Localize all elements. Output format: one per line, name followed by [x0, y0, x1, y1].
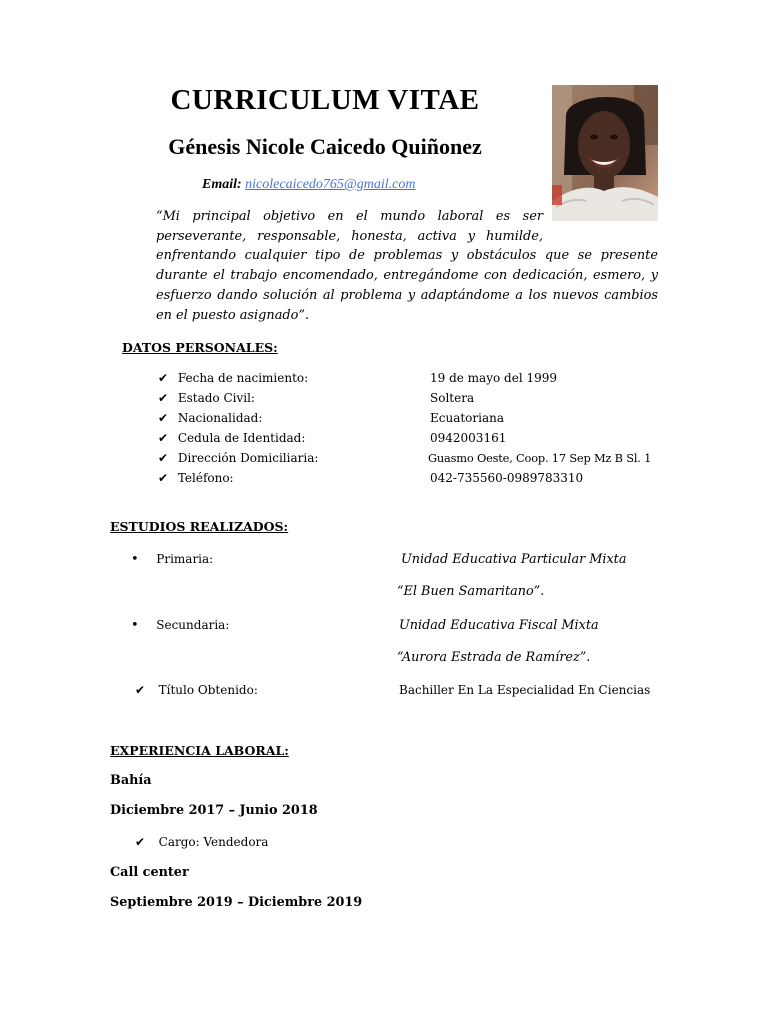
- email-line: [202, 177, 416, 193]
- personal-item-label: Fecha de nacimiento:: [177, 371, 309, 385]
- page-title: CURRICULUM VITAE: [170, 84, 480, 116]
- personal-item-label: Estado Civil:: [177, 391, 255, 405]
- check-icon: ✔: [158, 451, 169, 465]
- personal-item-value: Guasmo Oeste, Coop. 17 Sep Mz B Sl. 1: [428, 451, 652, 465]
- personal-item: [158, 391, 255, 405]
- check-icon: ✔: [158, 391, 169, 405]
- profile-photo-image: [552, 85, 658, 221]
- job-company: Call center: [110, 865, 189, 880]
- profile-photo: [552, 85, 658, 221]
- study-item-primary: [131, 552, 213, 567]
- section-heading-experience: EXPERIENCIA LABORAL:: [110, 743, 289, 758]
- personal-item-value: Soltera: [430, 391, 475, 405]
- personal-item-value: 19 de mayo del 1999: [430, 371, 558, 385]
- job-role: [135, 835, 268, 849]
- personal-item-label: Teléfono:: [177, 471, 234, 485]
- personal-item-label: Cedula de Identidad:: [177, 431, 306, 445]
- check-icon: ✔: [135, 835, 146, 849]
- degree-label: Título Obtenido:: [158, 683, 258, 697]
- personal-item-label: Nacionalidad:: [177, 411, 263, 425]
- bullet-icon: •: [131, 552, 139, 567]
- job-role-label: Cargo: Vendedora: [158, 835, 269, 849]
- objective-paragraph: “Mi principal objetivo en el mundo laboral es ser perseverante, responsable, honesta, activa y humilde, enfrentando cualquier tipo de problemas y obstáculos que se presente durante el trabajo encomendado, entregándome con dedicación, esmero, y esfuerzo dando solución al problema y adaptándome a los nuevos cambios en el puesto asignado”.: [156, 209, 658, 323]
- study-degree: [135, 683, 258, 697]
- degree-value: Bachiller En La Especialidad En Ciencias: [399, 683, 651, 697]
- personal-item: [158, 451, 318, 465]
- check-icon: ✔: [135, 683, 146, 697]
- personal-item: [158, 431, 305, 445]
- study-school-line1: Unidad Educativa Particular Mixta: [401, 552, 627, 567]
- candidate-name: Génesis Nicole Caicedo Quiñonez: [168, 134, 482, 159]
- personal-item-value: Ecuatoriana: [430, 411, 505, 425]
- section-heading-studies: ESTUDIOS REALIZADOS:: [110, 519, 289, 534]
- personal-item-value: 0942003161: [430, 431, 507, 445]
- bullet-icon: •: [131, 618, 139, 633]
- check-icon: ✔: [158, 411, 169, 425]
- check-icon: ✔: [158, 371, 169, 385]
- check-icon: ✔: [158, 471, 169, 485]
- job-company: Bahía: [110, 773, 152, 788]
- job-dates: Diciembre 2017 – Junio 2018: [110, 803, 318, 818]
- study-item-secondary: [131, 618, 229, 633]
- email-link[interactable]: nicolecaicedo765@gmail.com: [245, 177, 416, 192]
- personal-item: [158, 471, 234, 485]
- study-school-line1: Unidad Educativa Fiscal Mixta: [399, 618, 599, 633]
- email-label: Email:: [202, 177, 242, 192]
- study-school-line2: “Aurora Estrada de Ramírez”.: [397, 650, 591, 665]
- section-heading-personal: DATOS PERSONALES:: [122, 340, 278, 355]
- personal-item-value: 042-735560-0989783310: [430, 471, 584, 485]
- personal-item-label: Dirección Domiciliaria:: [177, 451, 319, 465]
- check-icon: ✔: [158, 431, 169, 445]
- study-label: Primaria:: [156, 552, 214, 566]
- job-dates: Septiembre 2019 – Diciembre 2019: [110, 895, 363, 910]
- personal-item: [158, 371, 308, 385]
- study-label: Secundaria:: [156, 618, 230, 632]
- personal-item: [158, 411, 262, 425]
- study-school-line2: “El Buen Samaritano”.: [397, 584, 545, 599]
